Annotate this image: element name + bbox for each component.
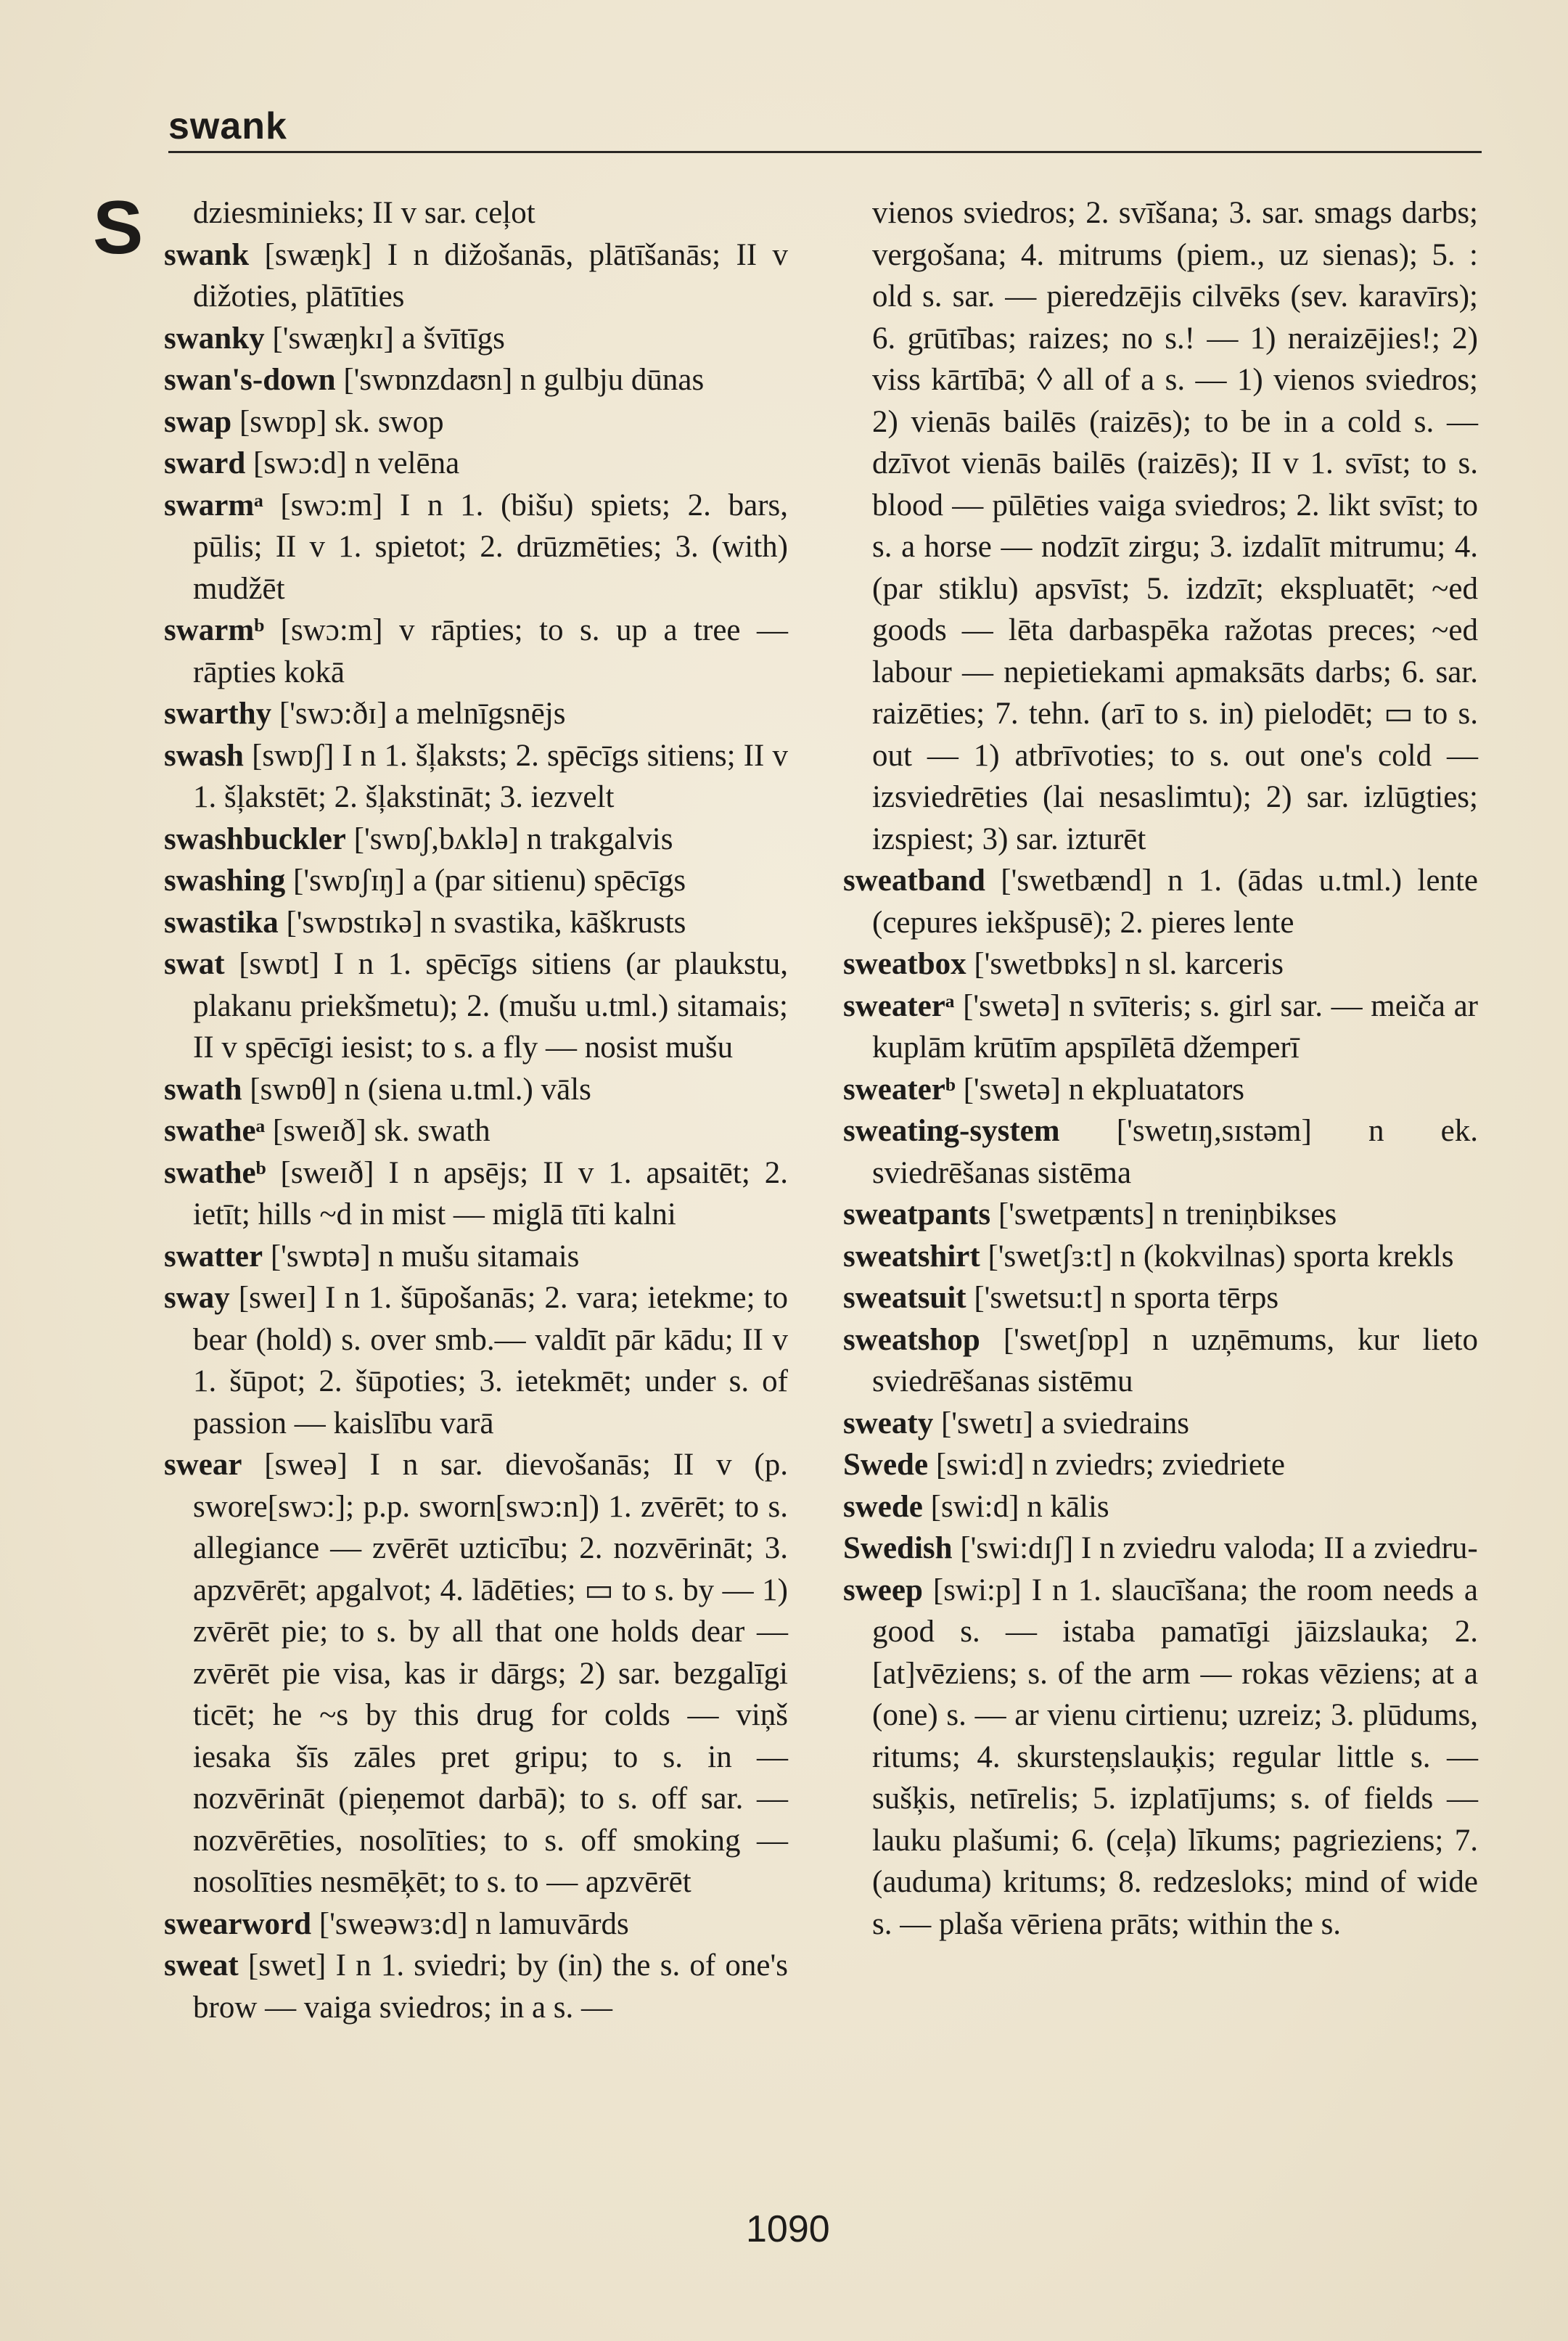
entry-headword: sward (164, 446, 246, 480)
dictionary-entry (164, 1236, 788, 1278)
dictionary-entry (843, 1110, 1478, 1194)
entry-definition: ['swetə] n ekpluatators (955, 1072, 1245, 1107)
dictionary-entry (843, 1403, 1478, 1445)
entry-headword: sweaterᵃ (843, 988, 955, 1023)
entry-definition: ['sweəwɜ:d] n lamuvārds (311, 1906, 629, 1941)
entry-headword: swath (164, 1072, 242, 1107)
entry-definition: [swɔ:m] I n 1. (bišu) spiets; 2. bars, pūlis; II v 1. spietot; 2. drūzmēties; 3. (with) mudžēt (193, 488, 788, 606)
dictionary-entry (164, 359, 788, 401)
entry-headword: swarmᵃ (164, 488, 263, 522)
entry-headword: swastika (164, 905, 279, 940)
entry-definition: ['swɒʃ,bʌklə] n trakgalvis (345, 821, 673, 856)
dictionary-entry (843, 1528, 1478, 1570)
entry-headword: swearword (164, 1906, 312, 1941)
entry-definition: [swɔ:m] v rāpties; to s. up a tree — rāpties kokā (193, 613, 788, 689)
dictionary-entry (164, 443, 788, 485)
entry-definition: ['swetsu:t] n sporta tērps (966, 1281, 1279, 1315)
dictionary-entry (843, 1570, 1478, 1946)
letter-thumb-tab: S (93, 186, 144, 270)
entry-definition: ['swɔ:ðɪ] a melnīgsnējs (271, 697, 566, 731)
entry-headword: sweaterᵇ (843, 1072, 956, 1107)
entry-definition: ['swetbɒks] n sl. karceris (966, 947, 1284, 981)
entry-headword: sweatsuit (843, 1281, 966, 1315)
entry-definition: ['swɒnzdaʊn] n gulbju dūnas (335, 363, 705, 397)
dictionary-entry (164, 819, 788, 861)
entry-headword: swarthy (164, 697, 272, 731)
dictionary-entry (164, 610, 788, 693)
entry-headword: swan's-down (164, 363, 336, 397)
entry-definition: [swɒt] I n 1. spēcīgs sitiens (ar plaukstu, plakanu priekšmetu); 2. (mušu u.tml.) sitamais; II v spēcīgi iesist; to s. a fly — nosist mušu (193, 947, 788, 1065)
running-head: swank (168, 105, 287, 147)
entry-headword: Swede (843, 1448, 929, 1482)
right-column (843, 192, 1478, 1945)
entry-definition: ['swɒtə] n mušu sitamais (263, 1239, 580, 1274)
entry-definition: [swi:d] n zviedrs; zviedriete (928, 1448, 1286, 1482)
dictionary-entry (164, 943, 788, 1069)
dictionary-entry (843, 943, 1478, 985)
entry-definition: [sweɪ] I n 1. šūpošanās; 2. vara; ietekme; to bear (hold) s. over smb.— valdīt pār kādu; II v 1. šūpot; 2. šūpoties; 3. ietekmēt; under s. of passion — kaislību varā (193, 1281, 788, 1440)
dictionary-entry (843, 1319, 1478, 1403)
entry-headword: sweat (164, 1948, 239, 1983)
dictionary-entry (164, 860, 788, 902)
entry-definition: ['swetbænd] n 1. (ādas u.tml.) lente (cepures iekšpusē); 2. pieres lente (872, 864, 1478, 940)
entry-headword: sweatband (843, 864, 985, 898)
dictionary-entry (164, 1903, 788, 1946)
entry-headword: swash (164, 738, 244, 773)
entry-definition: [swɔ:d] n velēna (245, 446, 460, 480)
dictionary-entry (164, 1444, 788, 1903)
entry-definition: [sweɪð] I n apsējs; II v 1. apsaitēt; 2. ietīt; hills ~d in mist — miglā tīti kalni (193, 1155, 788, 1231)
header-rule (168, 151, 1482, 153)
dictionary-entry (164, 1069, 788, 1111)
entry-definition: [swet] I n 1. sviedri; by (in) the s. of one's brow — vaiga sviedros; in a s. — (193, 1948, 788, 2025)
entry-definition: [swɒp] sk. swop (231, 404, 444, 439)
entry-headword: swashbuckler (164, 821, 346, 856)
dictionary-entry (843, 1486, 1478, 1528)
page-number: 1090 (746, 2208, 830, 2250)
dictionary-entry (843, 985, 1478, 1069)
entry-headword: sweatbox (843, 947, 966, 981)
entry-definition: [swæŋk] I n dižošanās, plātīšanās; II v dižoties, plātīties (193, 237, 788, 313)
entry-definition: [sweə] I n sar. dievošanās; II v (p. swore[swɔ:]; p.p. sworn[swɔ:n]) 1. zvērēt; to s. allegiance — zvērēt uzticību; 2. nozvērināt; 3. apzvērēt; apgalvot; 4. lādēties; ▭ to s. by — 1) zvērēt pie; to s. by all that one holds dear — zvērēt pie visa, kas ir dārgs; 2) sar. bezgalīgi ticēt; he ~s by this drug for colds — viņš iesaka šīs zāles pret gripu; to s. in — nozvērināt (pieņemot darbā); to s. off sar. — nozvērēties, nosolīties; to s. off smoking — nosolīties nesmēķēt; to s. to — apzvērēt (193, 1448, 788, 1899)
entry-headword: swat (164, 947, 225, 981)
entry-definition: ['swetɪŋ,sɪstəm] n ek. sviedrēšanas sistēma (872, 1114, 1478, 1190)
entry-headword: swashing (164, 864, 286, 898)
entry-definition: dziesminieks; II v sar. ceļot (193, 196, 535, 230)
entry-headword: sweatshop (843, 1322, 980, 1357)
entry-definition: ['swi:dɪʃ] I n zviedru valoda; II a zviedru- (952, 1531, 1478, 1565)
entry-headword: sway (164, 1281, 230, 1315)
dictionary-entry (164, 735, 788, 819)
entry-definition: [swi:p] I n 1. slaucīšana; the room needs a good s. — istaba pamatīgi jāizslauka; 2. [at]vēziens; s. of the arm — rokas vēziens; at a (one) s. — ar vienu cirtienu; uzreiz; 3. plūdums, ritums; 4. skursteņslauķis; regular little s. — sušķis, netīrelis; 5. izplatījums; s. of fields — lauku plašumi; 6. (ceļa) līkums; pagrieziens; 7. (auduma) kritums; 8. redzesloks; mind of wide s. — plaša vēriena prāts; within the s. (872, 1573, 1478, 1941)
entry-headword: swap (164, 404, 232, 439)
entry-headword: swarmᵇ (164, 613, 265, 647)
entry-definition: ['swetə] n svīteris; s. girl sar. — meiča ar kuplām krūtīm apspīlētā džemperī (872, 988, 1478, 1065)
dictionary-entry (843, 1194, 1478, 1236)
dictionary-entry (164, 401, 788, 443)
dictionary-entry (164, 318, 788, 360)
dictionary-entry (164, 1152, 788, 1236)
dictionary-entry (164, 902, 788, 944)
entry-headword: swatheᵇ (164, 1155, 266, 1190)
entry-headword: swank (164, 237, 250, 272)
dictionary-entry (164, 234, 788, 318)
dictionary-entry (164, 192, 788, 234)
entry-definition: [swi:d] n kālis (922, 1489, 1109, 1524)
entry-definition: ['swɒʃɪŋ] a (par sitienu) spēcīgs (285, 864, 686, 898)
entry-headword: sweaty (843, 1406, 934, 1440)
entry-definition: ['swetʃɜ:t] n (kokvilnas) sporta krekls (980, 1239, 1454, 1274)
entry-definition: [swɒθ] n (siena u.tml.) vāls (242, 1072, 591, 1107)
dictionary-entry (843, 1444, 1478, 1486)
entry-definition: [sweɪð] sk. swath (265, 1114, 490, 1148)
left-column (164, 192, 788, 2028)
entry-definition: ['swetʃɒp] n uzņēmums, kur lieto sviedrēšanas sistēmu (872, 1322, 1478, 1398)
dictionary-entry (164, 693, 788, 735)
dictionary-entry (843, 1277, 1478, 1319)
entry-headword: sweating-system (843, 1114, 1060, 1148)
entry-definition: [swɒʃ] I n 1. šļaksts; 2. spēcīgs sitiens; II v 1. šļakstēt; 2. šļakstināt; 3. iezvelt (193, 738, 788, 814)
entry-definition: ['swetɪ] a sviedrains (933, 1406, 1190, 1440)
entry-definition: ['swæŋkɪ] a švītīgs (264, 321, 505, 356)
dictionary-entry (164, 1110, 788, 1152)
dictionary-entry (843, 1236, 1478, 1278)
entry-definition: ['swetpænts] n treniņbikses (990, 1197, 1337, 1231)
entry-definition: ['swɒstɪkə] n svastika, kāškrusts (278, 905, 686, 940)
entry-headword: swede (843, 1489, 923, 1524)
entry-headword: swear (164, 1448, 242, 1482)
dictionary-entry (164, 485, 788, 610)
dictionary-entry (843, 1069, 1478, 1111)
dictionary-entry (164, 1277, 788, 1444)
entry-headword: swatheᵃ (164, 1114, 266, 1148)
entry-definition: vienos sviedros; 2. svīšana; 3. sar. smags darbs; vergošana; 4. mitrums (piem., uz sienas); 5. : old s. sar. — pieredzējis cilvēks (sev. karavīrs); 6. grūtības; raizes; no s.! — 1) neraizējies!; 2) viss kārtībā; ◊ all of a s. — 1) vienos sviedros; 2) vienās bailēs (raizēs); to be in a cold s. — dzīvot vienās bailēs (raizēs); II v 1. svīst; to s. blood — pūlēties vaiga sviedros; 2. likt svīst; to s. a horse — nodzīt zirgu; 3. izdalīt mitrumu; 4. (par stiklu) apsvīst; 5. izdzīt; ekspluatēt; ~ed goods — lēta darbaspēka ražotas preces; ~ed labour — nepietiekami apmaksāts darbs; 6. sar. raizēties; 7. tehn. (arī to s. in) pielodēt; ▭ to s. out — 1) atbrīvoties; to s. out one's cold — izsviedrēties (lai nesaslimtu); 2) sar. izlūgties; izspiest; 3) sar. izturēt (872, 196, 1478, 856)
entry-headword: Swedish (843, 1531, 953, 1565)
entry-headword: swanky (164, 321, 265, 356)
entry-headword: swatter (164, 1239, 263, 1274)
entry-headword: sweep (843, 1573, 923, 1607)
entry-headword: sweatpants (843, 1197, 991, 1231)
dictionary-entry (843, 192, 1478, 860)
dictionary-entry (843, 860, 1478, 943)
dictionary-entry (164, 1945, 788, 2028)
entry-headword: sweatshirt (843, 1239, 980, 1274)
